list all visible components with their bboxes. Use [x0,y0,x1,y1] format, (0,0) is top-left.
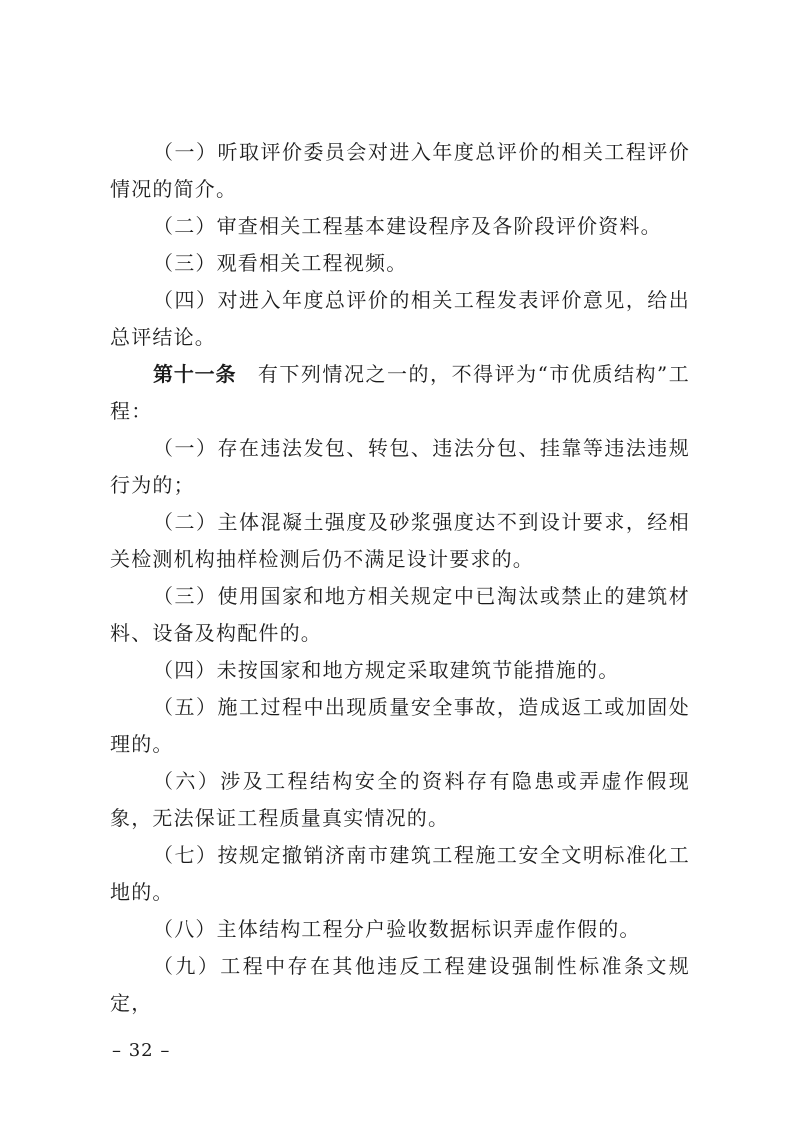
page-number: – 32 – [112,1040,171,1061]
paragraph-6: （一）存在违法发包、转包、违法分包、挂靠等违法违规行为的； [110,436,690,497]
paragraph-11: （六）涉及工程结构安全的资料存有隐患或弄虚作假现象，无法保证工程质量真实情况的。 [110,769,690,830]
paragraph-2: （二）审查相关工程基本建设程序及各阶段评价资料。 [153,214,662,238]
paragraph-13: （八）主体结构工程分户验收数据标识弄虚作假的。 [153,917,641,941]
paragraph-7: （二）主体混凝土强度及砂浆强度达不到设计要求，经相关检测机构抽样检测后仍不满足设计要求的。 [110,510,690,571]
paragraph-10: （五）施工过程中出现质量安全事故，造成返工或加固处理的。 [110,695,690,756]
paragraph-8: （三）使用国家和地方相关规定中已淘汰或禁止的建筑材料、设备及构配件的。 [110,584,690,645]
article-11-heading [110,356,690,430]
paragraph-1: （一）听取评价委员会对进入年度总评价的相关工程评价情况的简介。 [110,140,690,201]
paragraph-12: （七）按规定撤销济南市建筑工程施工安全文明标准化工地的。 [110,843,690,904]
article-number: 第十一条 [153,362,237,386]
paragraph-3: （三）观看相关工程视频。 [153,251,408,275]
paragraph-4: （四）对进入年度总评价的相关工程发表评价意见，给出总评结论。 [110,288,690,349]
article-text: 有下列情况之一的，不得评为“市优质结构”工程： [110,362,690,423]
document-body [110,134,690,1022]
paragraph-9: （四）未按国家和地方规定采取建筑节能措施的。 [153,658,620,682]
paragraph-14: （九）工程中存在其他违反工程建设强制性标准条文规定， [110,954,690,1015]
